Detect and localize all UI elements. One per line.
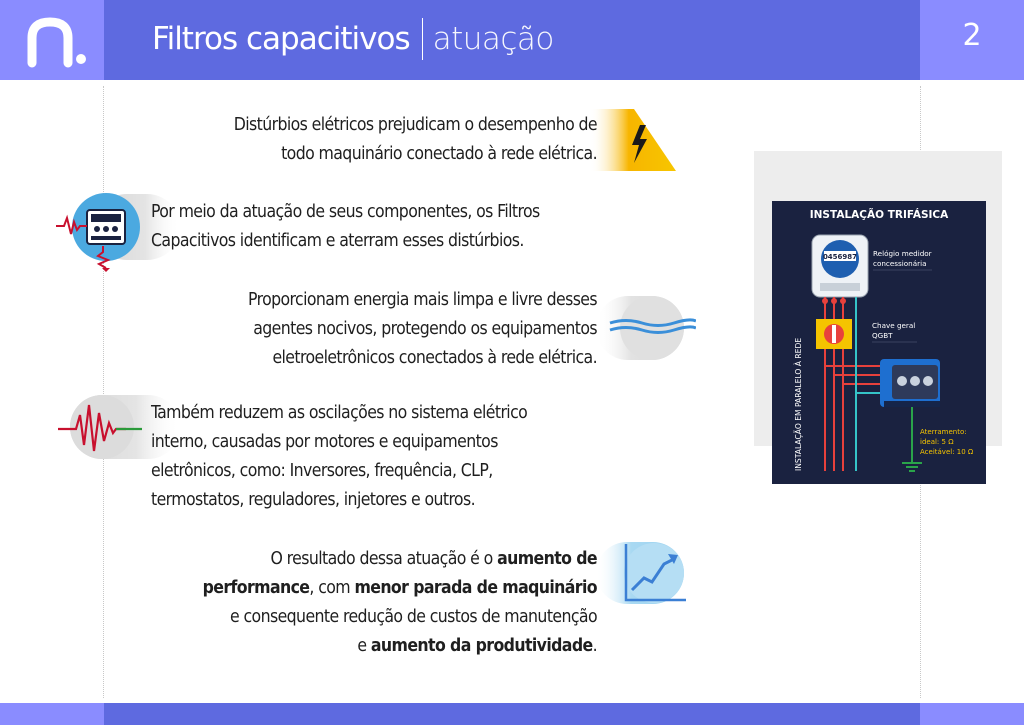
footer-right <box>920 703 1024 725</box>
ground-icon <box>902 407 922 471</box>
side-label: INSTALAÇÃO EM PARALELO À REDE <box>794 337 803 471</box>
text-line: Capacitivos identificam e aterram esses distúrbios. <box>151 231 524 251</box>
installation-diagram <box>772 201 986 484</box>
brand-logo-icon <box>0 0 104 80</box>
text-bold: performance <box>202 578 310 598</box>
block-result <box>150 545 597 661</box>
block-oscilacoes <box>151 399 611 515</box>
meter-reading: 0456987 <box>822 253 858 261</box>
text-bold: menor parada de maquinário <box>354 578 597 598</box>
text-line: todo maquinário conectado à rede elétrica. <box>281 144 597 164</box>
diagram-title: INSTALAÇÃO TRIFÁSICA <box>809 209 949 221</box>
growth-chart-icon <box>596 540 692 610</box>
text-bold: aumento da produtividade <box>370 636 593 656</box>
text-run: e <box>357 636 371 656</box>
meter-label-2: concessionária <box>873 259 927 268</box>
text-line: termostatos, reguladores, injetores e outros. <box>151 490 475 510</box>
text-run: , com <box>309 578 355 598</box>
ground-acceptable: Aceitável: 10 Ω <box>920 448 974 456</box>
page-number: 2 <box>962 18 982 53</box>
guide-line-left <box>103 86 104 698</box>
meter-label-1: Relógio medidor <box>873 249 932 258</box>
text-line: eletroeletrônicos conectados à rede elétrica. <box>272 348 597 368</box>
main-switch-icon <box>816 319 852 349</box>
text-line: Também reduzem as oscilações no sistema elétrico <box>151 403 528 423</box>
block-disturbios <box>150 111 597 169</box>
block-atuacao <box>151 198 611 256</box>
text-run: . <box>592 636 597 656</box>
block-energia <box>150 286 597 373</box>
meter-icon <box>812 235 868 297</box>
text-line <box>150 574 597 603</box>
text-line: agentes nocivos, protegendo os equipamentos <box>253 319 597 339</box>
text-line: interno, causadas por motores e equipamentos <box>151 432 498 452</box>
title-main: Filtros capacitivos <box>152 21 410 57</box>
text-run: O resultado dessa atuação é o <box>270 549 498 569</box>
text-line: Por meio da atuação de seus componentes, os Filtros <box>151 202 540 222</box>
text-line <box>150 632 597 661</box>
page-title <box>152 16 554 62</box>
clean-wave-icon <box>596 294 696 368</box>
switch-label-2: QGBT <box>872 331 893 340</box>
title-sub: atuação <box>432 21 554 57</box>
text-bold: aumento de <box>497 549 597 569</box>
ground-ideal: ideal: 5 Ω <box>920 438 954 446</box>
capacitive-filter-icon <box>880 359 940 407</box>
text-line <box>150 545 597 574</box>
ground-title: Aterramento: <box>920 428 967 436</box>
text-line: Proporcionam energia mais limpa e livre desses <box>248 290 597 310</box>
text-line: e consequente redução de custos de manutenção <box>230 607 597 627</box>
title-separator <box>422 18 423 60</box>
text-line: Distúrbios elétricos prejudicam o desempenho de <box>233 115 597 135</box>
logo-panel <box>0 0 104 80</box>
text-line: eletrônicos, como: Inversores, frequência, CLP, <box>151 461 493 481</box>
switch-label-1: Chave geral <box>872 321 916 330</box>
footer-left <box>0 703 104 725</box>
footer-bar <box>104 703 920 725</box>
lightning-warning-icon <box>590 105 680 177</box>
